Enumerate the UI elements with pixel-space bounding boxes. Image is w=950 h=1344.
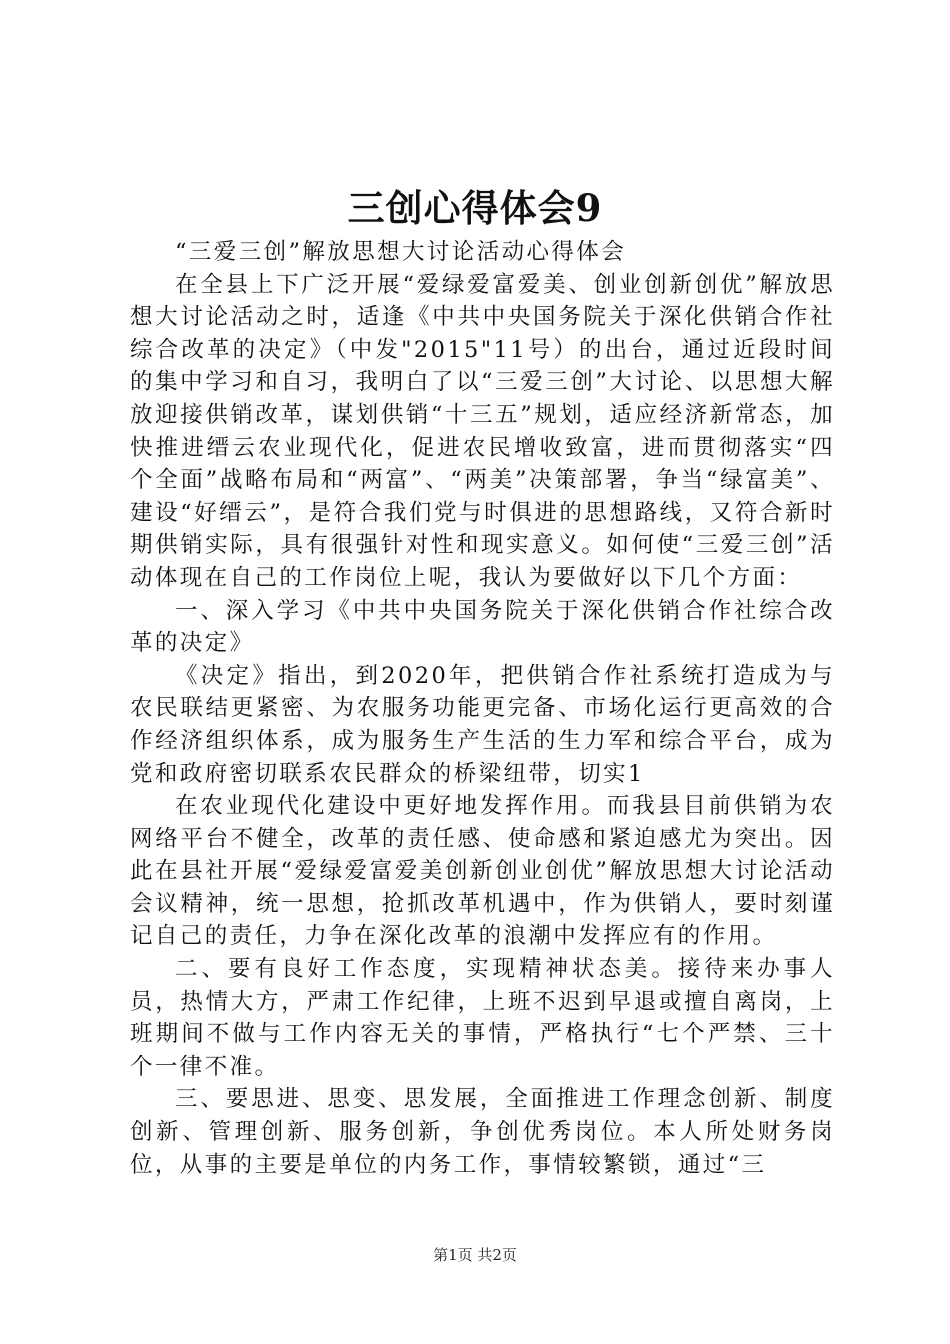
page-footer: 第1页 共2页	[433, 1246, 517, 1264]
section-paragraph-2: 二、要有良好工作态度，实现精神状态美。接待来办事人员，热情大方，严肃工作纪律，上班不迟到早退或擅自离岗，上班期间不做与工作内容无关的事情，严格执行“七个严禁、三十个一律不准。	[130, 956, 835, 1080]
section-paragraph-3: 三、要思进、思变、思发展，全面推进工作理念创新、制度创新、管理创新、服务创新，争创优秀岗位。本人所处财务岗位，从事的主要是单位的内务工作，事情较繁锁，通过“三	[130, 1086, 835, 1178]
document-title: 三创心得体会9	[347, 186, 603, 230]
body-paragraph: 在全县上下广泛开展“爱绿爱富爱美、创业创新创优”解放思想大讨论活动之时，适逢《中共中央国务院关于深化供销合作社综合改革的决定》（中发"2015"11号）的出台，通过近段时间的集中学习和自习，我明白了以“三爱三创”大讨论、以思想大解放迎接供销改革，谋划供销“十三五”规划，适应经济新常态，加快推进缙云农业现代化，促进农民增收致富，进而贯彻落实“四个全面”战略布局和“两富”、“两美”决策部署，争当“绿富美”、建设“好缙云”，是符合我们党与时俱进的思想路线，又符合新时期供销实际，具有很强针对性和现实意义。如何使“三爱三创”活动体现在自己的工作岗位上呢，我认为要做好以下几个方面：	[130, 271, 835, 591]
body-paragraph: 《决定》指出，到2020年，把供销合作社系统打造成为与农民联结更紧密、为农服务功能更完备、市场化运行更高效的合作经济组织体系，成为服务生产生活的生力军和综合平台，成为党和政府密切联系农民群众的桥梁纽带，切实1	[130, 662, 835, 787]
section-heading-1: 一、深入学习《中共中央国务院关于深化供销合作社综合改革的决定》	[130, 597, 835, 657]
document-body	[130, 236, 835, 1181]
body-paragraph: 在农业现代化建设中更好地发挥作用。而我县目前供销为农网络平台不健全，改革的责任感、使命感和紧迫感尤为突出。因此在县社开展“爱绿爱富爱美创新创业创优”解放思想大讨论活动会议精神，统一思想，抢抓改革机遇中，作为供销人，要时刻谨记自己的责任，力争在深化改革的浪潮中发挥应有的作用。	[130, 793, 835, 950]
subtitle-paragraph: “三爱三创”解放思想大讨论活动心得体会	[175, 239, 627, 265]
